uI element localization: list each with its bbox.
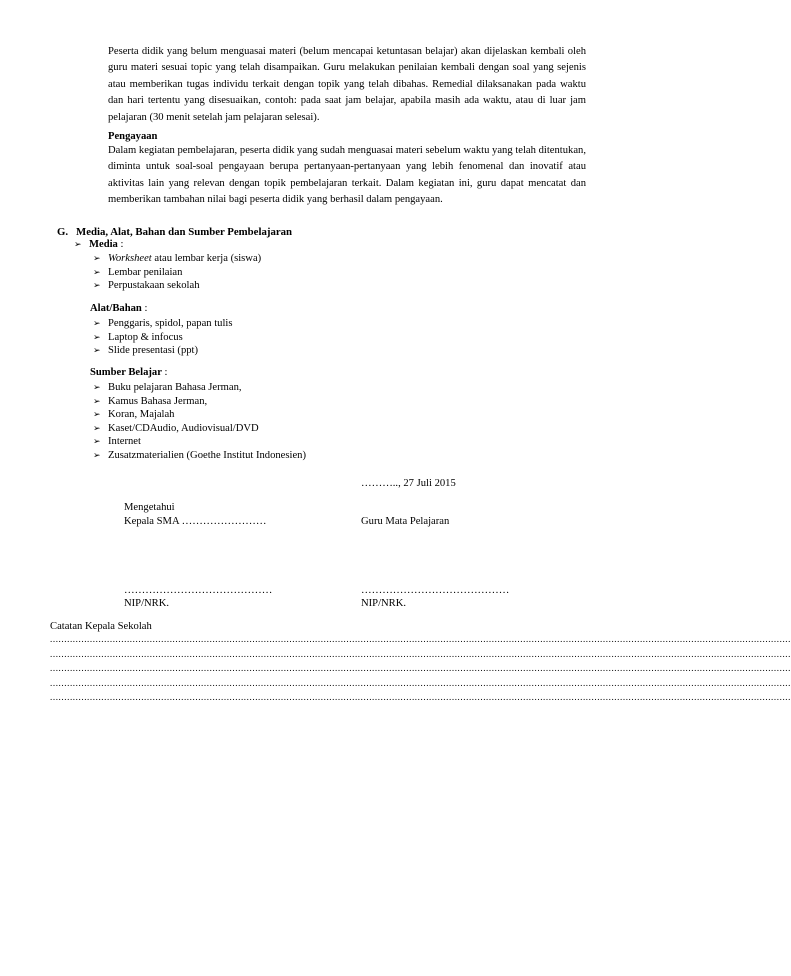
notes-title: Catatan Kepala Sekolah xyxy=(50,621,152,632)
list-item: ➢ Internet xyxy=(93,435,306,449)
media-label-row: ➢ Media : xyxy=(74,239,124,250)
principal-nip: NIP/NRK. xyxy=(124,598,170,609)
arrow-bullet-icon: ➢ xyxy=(93,437,101,448)
section-g-title: Media, Alat, Bahan dan Sumber Pembelajaran xyxy=(76,226,293,238)
arrow-bullet-icon: ➢ xyxy=(93,450,101,461)
arrow-bullet-icon: ➢ xyxy=(93,254,101,264)
list-item: ➢ Worksheet atau lembar kerja (siswa) xyxy=(93,252,261,266)
principal-label: Kepala SMA …………………… xyxy=(124,516,267,527)
remedial-paragraph: Peserta didik yang belum menguasai materi (belum mencapai ketuntasan belajar) akan dijelaskan kembali oleh guru materi sesuai topic yang telah disampaikan. Guru melakukan penilaian kembali dengan soal yang sejenis atau memberikan tugas individu terkait dengan topik yang telah dibahas. Remedial dilaksanakan pada waktu dan hari tertentu yang disesuaikan, contoh: pada saat jam belajar, apabila masih ada waktu, atau di luar jam pelajaran (30 menit setelah jam pelajaran selesai). xyxy=(108,46,586,123)
arrow-bullet-icon: ➢ xyxy=(93,346,101,357)
list-item: ➢ Kamus Bahasa Jerman, xyxy=(93,395,306,409)
arrow-bullet-icon: ➢ xyxy=(93,281,101,292)
enrichment-title: Pengayaan xyxy=(108,131,158,142)
tools-label: Alat/Bahan xyxy=(90,303,142,314)
section-g-number: G. xyxy=(57,226,69,238)
list-item: ➢ Zusatzmaterialien (Goethe Institut Indonesien) xyxy=(93,449,306,463)
acknowledged-label: Mengetahui xyxy=(124,502,175,513)
place-date: ……….., 27 Juli 2015 xyxy=(361,478,456,489)
arrow-bullet-icon: ➢ xyxy=(93,267,101,278)
list-item: ➢ Koran, Majalah xyxy=(93,408,306,422)
note-dotted-line: .................................................................................................................................................................................................................................................................... xyxy=(50,692,791,702)
list-item: ➢ Perpustakaan sekolah xyxy=(93,279,261,293)
principal-signature-line: …………………………………… xyxy=(124,585,273,596)
note-dotted-line: .................................................................................................................................................................................................................................................................... xyxy=(50,677,791,688)
teacher-nip: NIP/NRK. xyxy=(361,598,407,609)
media-list xyxy=(93,252,261,293)
note-dotted-line: .................................................................................................................................................................................................................................................................... xyxy=(50,648,791,659)
arrow-bullet-icon: ➢ xyxy=(93,423,101,434)
media-label: Media xyxy=(89,239,118,250)
arrow-bullet-icon: ➢ xyxy=(74,240,82,250)
tools-label-row: Alat/Bahan : xyxy=(90,303,148,314)
section-g-heading xyxy=(57,225,292,239)
note-dotted-line: .................................................................................................................................................................................................................................................................... xyxy=(50,663,791,673)
teacher-signature-line: …………………………………… xyxy=(361,585,510,596)
arrow-bullet-icon: ➢ xyxy=(93,410,101,421)
tools-list xyxy=(93,317,232,358)
sources-list xyxy=(93,381,306,463)
sources-label: Sumber Belajar xyxy=(90,367,162,378)
list-item: ➢ Lembar penilaian xyxy=(93,266,261,280)
note-dotted-line: .................................................................................................................................................................................................................................................................... xyxy=(50,634,791,644)
arrow-bullet-icon: ➢ xyxy=(93,332,101,343)
list-item: ➢ Buku pelajaran Bahasa Jerman, xyxy=(93,381,306,395)
list-item: ➢ Slide presentasi (ppt) xyxy=(93,344,232,358)
list-item: ➢ Laptop & infocus xyxy=(93,331,232,345)
arrow-bullet-icon: ➢ xyxy=(93,396,101,407)
list-item: ➢ Penggaris, spidol, papan tulis xyxy=(93,317,232,331)
enrichment-paragraph: Dalam kegiatan pembelajaran, peserta didik yang sudah menguasai materi sebelum waktu yang telah ditentukan, diminta untuk soal-soal pengayaan berupa pertanyaan-pertanyaan yang lebih fenomenal dan inovatif atau aktivitas lain yang relevan dengan topik pembelajaran terkait. Dalam kegiatan ini, guru dapat mencatat dan memberikan tambahan nilai bagi peserta didik yang berhasil dalam pengayaan. xyxy=(108,145,586,206)
arrow-bullet-icon: ➢ xyxy=(93,319,101,329)
teacher-label: Guru Mata Pelajaran xyxy=(361,516,450,527)
sources-label-row: Sumber Belajar : xyxy=(90,367,168,378)
list-item: ➢ Kaset/CDAudio, Audiovisual/DVD xyxy=(93,422,306,436)
arrow-bullet-icon: ➢ xyxy=(93,383,101,393)
